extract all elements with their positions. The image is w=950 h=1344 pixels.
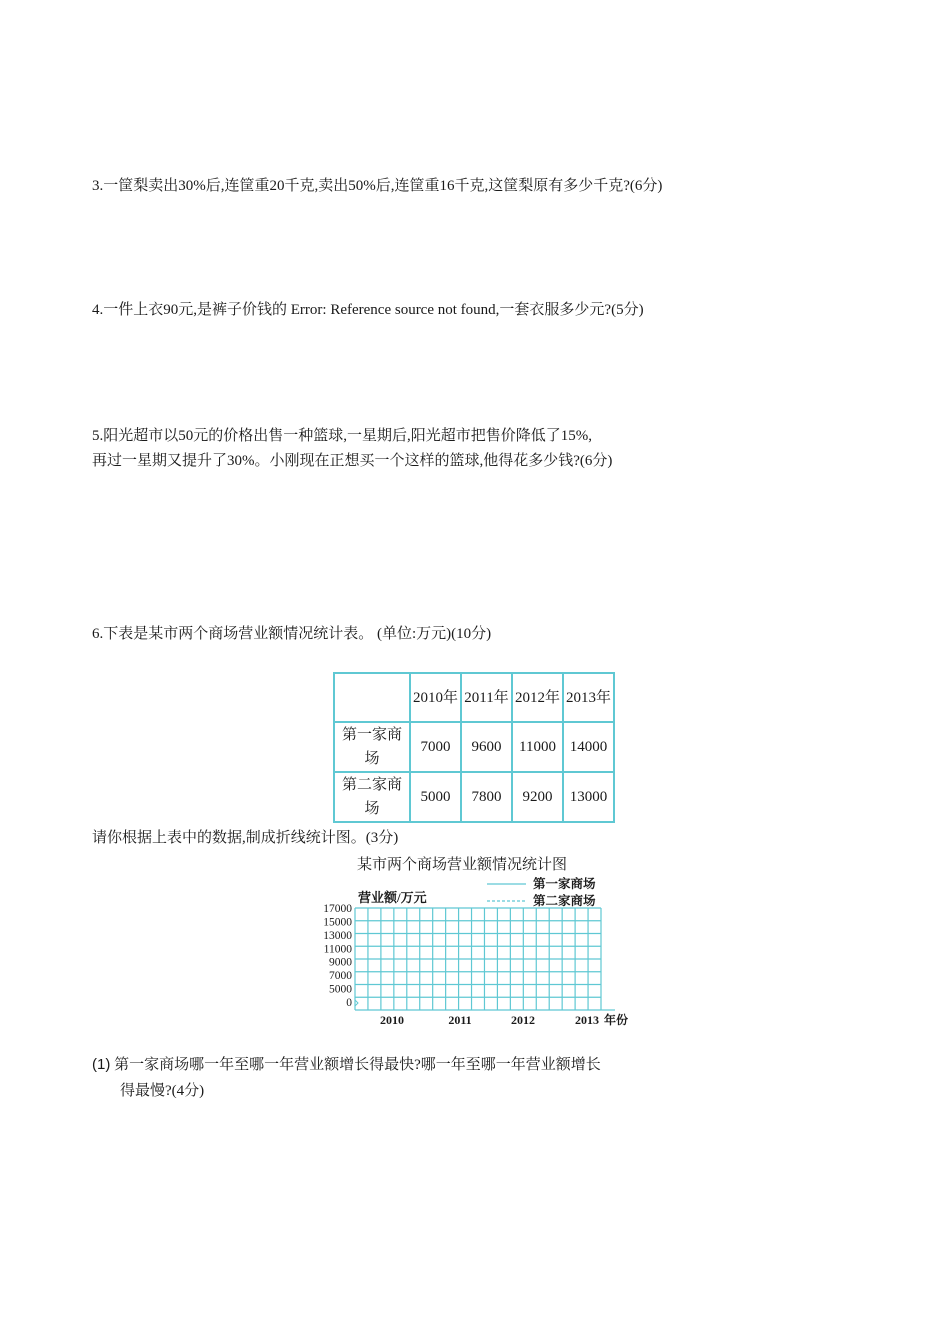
question-5-line-1: 5.阳光超市以50元的价格出售一种篮球,一星期后,阳光超市把售价降低了15%, bbox=[92, 428, 592, 444]
y-tick-label: 5000 bbox=[329, 983, 352, 996]
y-tick-label: 0 bbox=[346, 996, 352, 1009]
sub-question-line-1: 第一家商场哪一年至哪一年营业额增长得最快?哪一年至哪一年营业额增长 bbox=[114, 1057, 601, 1073]
table-cell: 14000 bbox=[563, 722, 614, 772]
question-6: 6.下表是某市两个商场营业额情况统计表。 (单位:万元)(10分) bbox=[92, 626, 492, 642]
table-header-cell: 2010年 bbox=[410, 673, 461, 722]
table-cell: 11000 bbox=[512, 722, 563, 772]
y-tick-label: 13000 bbox=[323, 929, 352, 942]
sub-question-number: (1) bbox=[92, 1056, 111, 1073]
sales-table bbox=[333, 672, 615, 823]
sub-question-line-2: 得最慢?(4分) bbox=[120, 1083, 205, 1099]
x-tick-label: 2010 bbox=[380, 1013, 404, 1027]
chart-instruction: 请你根据上表中的数据,制成折线统计图。(3分) bbox=[92, 830, 399, 846]
chart-title: 某市两个商场营业额情况统计图 bbox=[357, 857, 568, 873]
table-row-label: 第一家商场 bbox=[334, 722, 410, 772]
question-5-line-2: 再过一星期又提升了30%。小刚现在正想买一个这样的篮球,他得花多少钱?(6分) bbox=[92, 453, 613, 469]
y-tick-label: 7000 bbox=[329, 970, 352, 983]
table-cell: 9200 bbox=[512, 772, 563, 822]
table-row-label: 第二家商场 bbox=[334, 772, 410, 822]
question-3: 3.一筐梨卖出30%后,连筐重20千克,卖出50%后,连筐重16千克,这筐梨原有多少千克?(6分) bbox=[92, 178, 663, 194]
table-cell: 9600 bbox=[461, 722, 512, 772]
table-header-cell: 2011年 bbox=[461, 673, 512, 722]
table-row bbox=[334, 772, 614, 822]
x-tick-label: 2013 bbox=[575, 1013, 599, 1027]
sub-question-1 bbox=[92, 1052, 601, 1104]
table-cell: 7800 bbox=[461, 772, 512, 822]
x-tick-label: 2011 bbox=[448, 1013, 472, 1027]
y-tick-label: 11000 bbox=[323, 943, 352, 956]
legend-label: 第一家商场 bbox=[533, 877, 596, 891]
table-cell: 13000 bbox=[563, 772, 614, 822]
table-cell: 7000 bbox=[410, 722, 461, 772]
table-corner-cell bbox=[334, 673, 410, 722]
y-tick-label: 9000 bbox=[329, 956, 352, 969]
table-header-cell: 2013年 bbox=[563, 673, 614, 722]
table-header-row bbox=[334, 673, 614, 722]
x-tick-label: 2012 bbox=[511, 1013, 535, 1027]
x-axis-label: 年份 bbox=[604, 1013, 629, 1027]
y-tick-label: 17000 bbox=[323, 903, 352, 915]
table-header-cell: 2012年 bbox=[512, 673, 563, 722]
table-cell: 5000 bbox=[410, 772, 461, 822]
question-4: 4.一件上衣90元,是裤子价钱的 Error: Reference source not found,一套衣服多少元?(5分) bbox=[92, 302, 644, 318]
line-chart-grid bbox=[300, 872, 640, 1032]
legend-label: 第二家商场 bbox=[533, 894, 596, 908]
table-row bbox=[334, 722, 614, 772]
y-axis-label: 营业额/万元 bbox=[358, 890, 427, 905]
y-tick-label: 15000 bbox=[323, 916, 352, 929]
